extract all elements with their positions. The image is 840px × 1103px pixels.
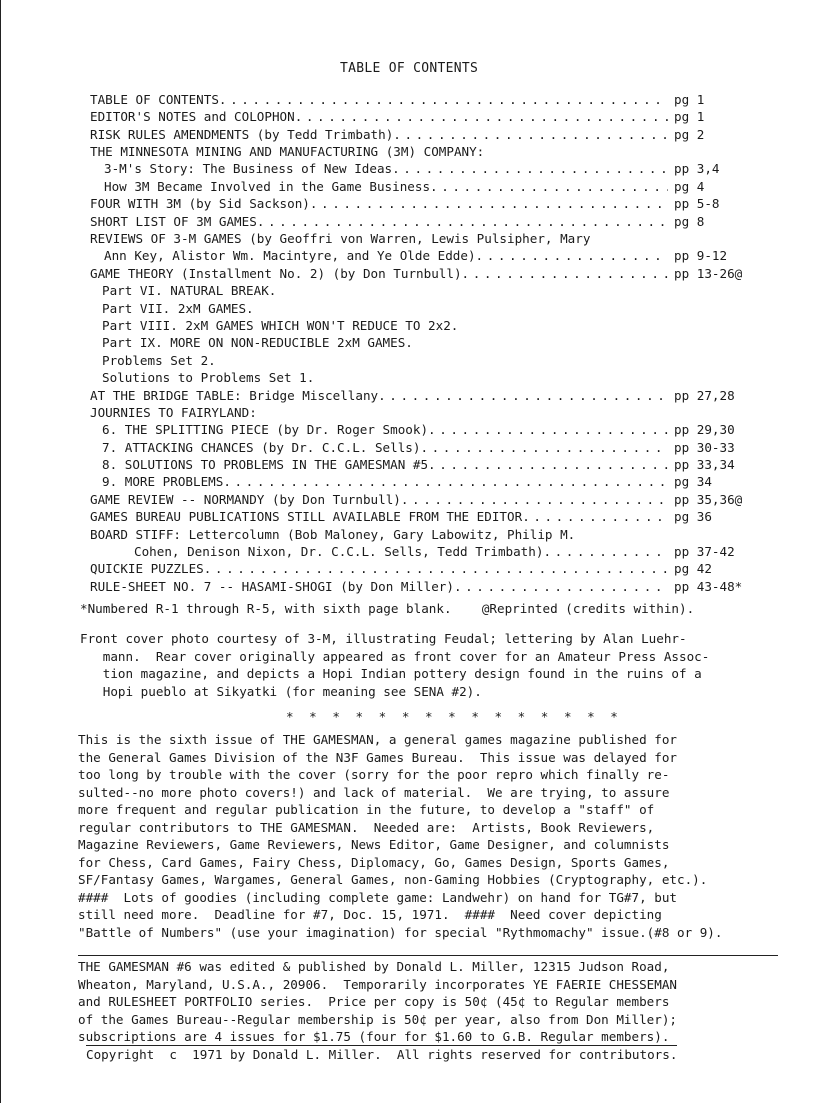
toc-entry <box>90 334 770 351</box>
toc-entry-label: 8. SOLUTIONS TO PROBLEMS IN THE GAMESMAN #5 <box>102 457 429 473</box>
toc-entry-label: FOUR WITH 3M (by Sid Sackson) <box>90 196 310 212</box>
toc-entry <box>90 178 770 195</box>
toc-entry-label: RULE-SHEET NO. 7 -- HASAMI-SHOGI (by Don Miller) <box>90 578 454 594</box>
toc-leader-dots <box>223 473 668 491</box>
toc-entry-label: QUICKIE PUZZLES <box>90 561 204 577</box>
toc-entry-label: THE MINNESOTA MINING AND MANUFACTURING (3M) COMPANY: <box>90 144 485 160</box>
toc-entry-label: Ann Key, Alistor Wm. Macintyre, and Ye Olde Edde) <box>104 248 476 264</box>
toc-entry-label: Solutions to Problems Set 1. <box>102 370 315 386</box>
toc-entry <box>90 387 770 404</box>
copyright-text: Copyright c 1971 by Donald L. Miller. All rights reserved for contributors. <box>86 1047 678 1062</box>
toc-leader-dots <box>295 108 668 126</box>
toc-entry-label: 6. THE SPLITTING PIECE (by Dr. Roger Smook) <box>102 422 429 438</box>
toc-entry-label: AT THE BRIDGE TABLE: Bridge Miscellany <box>90 387 379 403</box>
toc-entry-page: pp 33,34 <box>674 457 735 473</box>
toc-entry-label: 7. ATTACKING CHANCES (by Dr. C.C.L. Sells) <box>102 439 421 455</box>
toc-leader-dots <box>428 421 668 439</box>
toc-entry <box>90 561 770 578</box>
toc-leader-dots <box>393 126 668 144</box>
toc-entry-page: pp 29,30 <box>674 422 735 438</box>
toc-entry-label: RISK RULES AMENDMENTS (by Tedd Trimbath) <box>90 126 394 142</box>
toc-entry <box>90 300 770 317</box>
toc-leader-dots <box>219 91 668 109</box>
toc-leader-dots <box>454 578 668 596</box>
toc-entry-page: pg 36 <box>674 509 712 525</box>
toc-entry <box>90 195 770 212</box>
toc-entry-page: pg 2 <box>674 126 705 142</box>
page-left-edge <box>0 0 1 1103</box>
toc-entry <box>90 282 770 299</box>
toc-entry-page: pg 42 <box>674 561 712 577</box>
toc-entry-label: JOURNIES TO FAIRYLAND: <box>90 405 257 421</box>
toc-leader-dots <box>543 543 668 561</box>
toc-entry-label: GAMES BUREAU PUBLICATIONS STILL AVAILABLE FROM THE EDITOR <box>90 509 523 525</box>
table-of-contents <box>90 91 770 595</box>
toc-entry <box>90 508 770 525</box>
toc-entry <box>90 352 770 369</box>
editorial-paragraph: This is the sixth issue of THE GAMESMAN, a general games magazine published for the General Games Division of the N3F Games Bureau. This issue was delayed for too long by trouble with the cover (sorry for the poor repro which finally re- sulted--no more photo covers!) and lack of material. We are trying, to assure more frequent and regular publication in the future, to develop a "staff" of regular contributors to THE GAMESMAN. Needed are: Artists, Book Reviewers, Magazine Reviewers, Game Reviewers, News Editor, Game Designer, and columnists for Chess, Card Games, Fairy Chess, Diplomacy, Go, Games Design, Sports Games, SF/Fantasy Games, Wargames, General Games, non-Gaming Hobbies (Cryptography, etc.). #### Lots of goodies (including complete game: Landwehr) on hand for TG#7, but still need more. Deadline for #7, Doc. 15, 1971. #### Need cover depicting "Battle of Numbers" (use your imagination) for special "Rythmomachy" issue.(#8 or 9). <box>78 732 723 940</box>
toc-entry-label: TABLE OF CONTENTS <box>90 91 219 107</box>
toc-entry <box>90 91 770 108</box>
toc-entry-label: GAME THEORY (Installment No. 2) (by Don Turnbull) <box>90 265 462 281</box>
toc-leader-dots <box>401 491 668 509</box>
toc-entry-page: pp 30-33 <box>674 439 735 455</box>
toc-entry <box>90 213 770 230</box>
toc-entry <box>90 317 770 334</box>
cover-credits: Front cover photo courtesy of 3-M, illustrating Feudal; lettering by Alan Luehr- mann. Rear cover originally appeared as front cover for an Amateur Press Assoc- tion magazine, and depicts a Hopi Indian pottery design found in the ruins of a Hopi pueblo at Sikyatki (for meaning see SENA #2). <box>80 631 710 699</box>
toc-leader-dots <box>476 247 668 265</box>
toc-entry <box>90 404 770 421</box>
toc-entry-label: GAME REVIEW -- NORMANDY (by Don Turnbull) <box>90 491 401 507</box>
toc-entry <box>90 161 770 178</box>
toc-entry <box>90 108 770 125</box>
toc-leader-dots <box>462 265 668 283</box>
toc-entry-label: Part VIII. 2xM GAMES WHICH WON'T REDUCE TO 2x2. <box>102 318 459 334</box>
toc-footnote: *Numbered R-1 through R-5, with sixth page blank. @Reprinted (credits within). <box>80 601 695 616</box>
toc-entry-label: SHORT LIST OF 3M GAMES <box>90 213 257 229</box>
toc-entry <box>90 265 770 282</box>
toc-entry-page: pg 1 <box>674 91 705 107</box>
toc-entry-page: pg 34 <box>674 474 712 490</box>
toc-entry-page: pg 1 <box>674 109 705 125</box>
toc-entry <box>90 526 770 543</box>
section-divider: * * * * * * * * * * * * * * * <box>286 709 622 724</box>
colophon: THE GAMESMAN #6 was edited & published by Donald L. Miller, 12315 Judson Road, Wheaton, Maryland, U.S.A., 20906. Temporarily incorporates YE FAERIE CHESSEMAN and RULESHEET PORTFOLIO series. Price per copy is 50¢ (45¢ to Regular members of the Games Bureau--Regular membership is 50¢ per year, also from Don Miller); subscriptions are 4 issues for $1.75 (four for $1.60 to G.B. Regular members). <box>78 955 778 1046</box>
toc-entry-page: pp 13-26@ <box>674 265 743 281</box>
toc-leader-dots <box>428 456 668 474</box>
toc-entry <box>90 578 770 595</box>
page-title: TABLE OF CONTENTS <box>340 61 479 76</box>
toc-leader-dots <box>204 560 668 578</box>
toc-entry-label: 9. MORE PROBLEMS <box>102 474 224 490</box>
toc-entry-label: Part IX. MORE ON NON-REDUCIBLE 2xM GAMES. <box>102 335 413 351</box>
toc-entry <box>90 439 770 456</box>
toc-leader-dots <box>420 439 668 457</box>
toc-entry-label: Part VI. NATURAL BREAK. <box>102 283 277 299</box>
toc-entry-label: Problems Set 2. <box>102 352 216 368</box>
toc-entry-label: REVIEWS OF 3-M GAMES (by Geoffri von Warren, Lewis Pulsipher, Mary <box>90 231 591 247</box>
toc-entry-page: pp 37-42 <box>674 544 735 560</box>
toc-entry-label: Cohen, Denison Nixon, Dr. C.C.L. Sells, Tedd Trimbath) <box>134 544 544 560</box>
toc-entry-label: 3-M's Story: The Business of New Ideas <box>104 161 393 177</box>
toc-entry <box>90 543 770 560</box>
toc-entry-page: pp 3,4 <box>674 161 720 177</box>
toc-leader-dots <box>430 178 668 196</box>
toc-entry <box>90 491 770 508</box>
toc-entry-page: pp 27,28 <box>674 387 735 403</box>
copyright-notice <box>86 1045 677 1064</box>
toc-entry-page: pg 8 <box>674 213 705 229</box>
toc-entry-label: EDITOR'S NOTES and COLOPHON <box>90 109 295 125</box>
toc-entry-page: pg 4 <box>674 178 705 194</box>
toc-leader-dots <box>310 195 668 213</box>
toc-entry <box>90 248 770 265</box>
toc-entry-page: pp 5-8 <box>674 196 720 212</box>
toc-entry <box>90 369 770 386</box>
toc-entry <box>90 456 770 473</box>
toc-entry-label: BOARD STIFF: Lettercolumn (Bob Maloney, Gary Labowitz, Philip M. <box>90 526 576 542</box>
toc-leader-dots <box>257 213 668 231</box>
toc-entry-page: pp 35,36@ <box>674 491 743 507</box>
toc-leader-dots <box>378 387 668 405</box>
toc-leader-dots <box>522 508 668 526</box>
toc-entry-label: How 3M Became Involved in the Game Business <box>104 178 431 194</box>
toc-entry <box>90 230 770 247</box>
toc-entry-page: pp 43-48* <box>674 578 743 594</box>
toc-entry-page: pp 9-12 <box>674 248 728 264</box>
toc-entry <box>90 474 770 491</box>
toc-entry-label: Part VII. 2xM GAMES. <box>102 300 254 316</box>
toc-entry <box>90 421 770 438</box>
toc-leader-dots <box>392 160 668 178</box>
toc-entry <box>90 126 770 143</box>
toc-entry <box>90 143 770 160</box>
